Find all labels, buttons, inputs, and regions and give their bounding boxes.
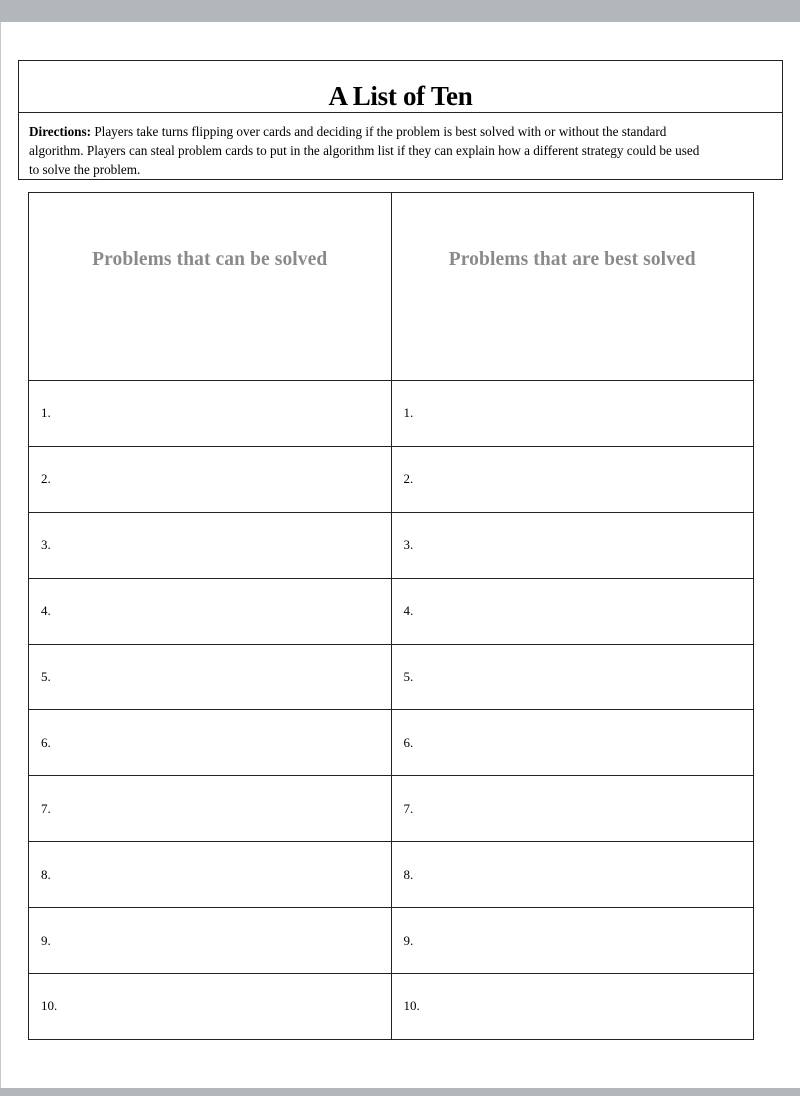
table-cell[interactable]: 9. bbox=[29, 908, 392, 974]
table-cell[interactable]: 1. bbox=[391, 381, 754, 447]
table-cell[interactable]: 3. bbox=[391, 512, 754, 578]
table-cell[interactable]: 6. bbox=[29, 710, 392, 776]
table-cell[interactable]: 9. bbox=[391, 908, 754, 974]
table-row bbox=[29, 776, 754, 842]
table-row bbox=[29, 512, 754, 578]
table-header-row bbox=[29, 193, 754, 381]
table-row bbox=[29, 974, 754, 1040]
table-cell[interactable]: 8. bbox=[391, 842, 754, 908]
directions-line-2: algorithm. Players can steal problem cards to put in the algorithm list if they can explain how a different strategy could be used bbox=[29, 143, 700, 158]
table-row bbox=[29, 908, 754, 974]
column-header-cell bbox=[29, 193, 392, 381]
table-cell[interactable]: 8. bbox=[29, 842, 392, 908]
table-cell[interactable]: 7. bbox=[391, 776, 754, 842]
column-header-cell bbox=[391, 193, 754, 381]
table-cell[interactable]: 4. bbox=[391, 578, 754, 644]
column-header-left: Problems that can be solved bbox=[92, 249, 328, 270]
table-row bbox=[29, 381, 754, 447]
table-cell[interactable]: 7. bbox=[29, 776, 392, 842]
table-cell[interactable]: 3. bbox=[29, 512, 392, 578]
table-cell[interactable]: 10. bbox=[29, 974, 392, 1040]
table-cell[interactable]: 5. bbox=[29, 644, 392, 710]
table-row bbox=[29, 644, 754, 710]
table-cell[interactable]: 10. bbox=[391, 974, 754, 1040]
list-table bbox=[28, 192, 754, 1040]
table-cell[interactable]: 6. bbox=[391, 710, 754, 776]
header-box bbox=[18, 60, 783, 180]
table-cell[interactable]: 1. bbox=[29, 381, 392, 447]
table-cell[interactable]: 2. bbox=[391, 446, 754, 512]
directions-line-3: to solve the problem. bbox=[29, 162, 141, 177]
table-row bbox=[29, 446, 754, 512]
directions-text bbox=[19, 113, 782, 179]
page-title: A List of Ten bbox=[328, 81, 473, 111]
worksheet-page bbox=[0, 22, 800, 1088]
column-header-right: Problems that are best solved bbox=[448, 249, 696, 270]
table-cell[interactable]: 5. bbox=[391, 644, 754, 710]
table-row bbox=[29, 842, 754, 908]
table-row bbox=[29, 578, 754, 644]
table-cell[interactable]: 2. bbox=[29, 446, 392, 512]
table-cell[interactable]: 4. bbox=[29, 578, 392, 644]
directions-line-1: Players take turns flipping over cards and deciding if the problem is best solved with or without the standard bbox=[91, 124, 667, 139]
title-row bbox=[19, 61, 782, 113]
table-row bbox=[29, 710, 754, 776]
directions-label: Directions: bbox=[29, 124, 92, 139]
